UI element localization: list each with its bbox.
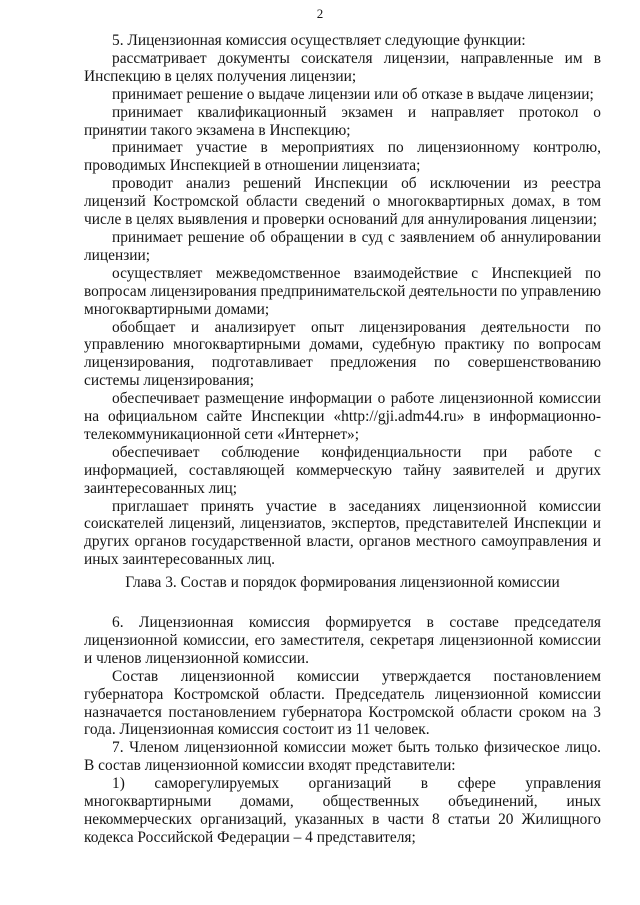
function-item: принимает решение о выдаче лицензии или об отказе в выдаче лицензии; <box>112 85 594 103</box>
function-item: приглашает принять участие в заседаниях лицензионной комиссии соискателей лицензий, лицензиатов, экспертов, представителей Инспекции и других органов государственной власти, органов местного самоуправления и иных заинтересованных лиц. <box>84 497 601 569</box>
page-number: 2 <box>316 6 324 21</box>
function-item: рассматривает документы соискателя лицензии, направленные им в Инспекцию в целях получения лицензии; <box>84 49 601 85</box>
function-item: принимает участие в мероприятиях по лицензионному контролю, проводимых Инспекцией в отношении лицензиата; <box>84 139 601 175</box>
function-item: обобщает и анализирует опыт лицензирования деятельности по управлению многоквартирными домами, судебную практику по вопросам лицензирования, подготавливает предложения по совершенствованию системы лицензирования; <box>84 318 601 390</box>
chapter-3-heading: Глава 3. Состав и порядок формирования лицензионной комиссии <box>125 574 560 591</box>
function-item: обеспечивает соблюдение конфиденциальности при работе с информацией, составляющей коммерческую тайну заявителей и других заинтересованных лиц; <box>84 443 601 497</box>
section-5-intro: 5. Лицензионная комиссия осуществляет следующие функции: <box>112 32 526 49</box>
function-item: проводит анализ решений Инспекции об исключении из реестра лицензий Костромской области сведений о многоквартирных домах, в том числе в целях выявления и проверки оснований для аннулирования лицензии; <box>84 175 601 229</box>
section-5 <box>84 32 601 569</box>
function-item: осуществляет межведомственное взаимодействие с Инспекцией по вопросам лицензирования предпринимательской деятельности по управлению многоквартирными домами; <box>84 264 601 318</box>
function-item: принимает квалификационный экзамен и направляет протокол о принятии такого экзамена в Инспекцию; <box>84 103 601 139</box>
paragraph: Состав лицензионной комиссии утверждается постановлением губернатора Костромской области. Председатель лицензионной комиссии назначается постановлением губернатора Костромской области сроком на 3 года. Лицензионная комиссия состоит из 11 человек. <box>84 667 601 739</box>
paragraph: 6. Лицензионная комиссия формируется в составе председателя лицензионной комиссии, его заместителя, секретаря лицензионной комиссии и членов лицензионной комиссии. <box>84 614 601 667</box>
chapter-3-body <box>84 614 601 847</box>
paragraph: 1) саморегулируемых организаций в сфере управления многоквартирными домами, общественных объединений, иных некоммерческих организаций, указанных в части 8 статьи 20 Жилищного кодекса Российской Федерации – 4 представителя; <box>84 775 601 846</box>
function-item: обеспечивает размещение информации о работе лицензионной комиссии на официальном сайте Инспекции «http://gji.adm44.ru» в информационно-телекоммуникационной сети «Интернет»; <box>84 390 601 443</box>
paragraph: 7. Членом лицензионной комиссии может быть только физическое лицо. В состав лицензионной комиссии входят представители: <box>84 739 601 775</box>
function-item: принимает решение об обращении в суд с заявлением об аннулировании лицензии; <box>84 228 601 264</box>
